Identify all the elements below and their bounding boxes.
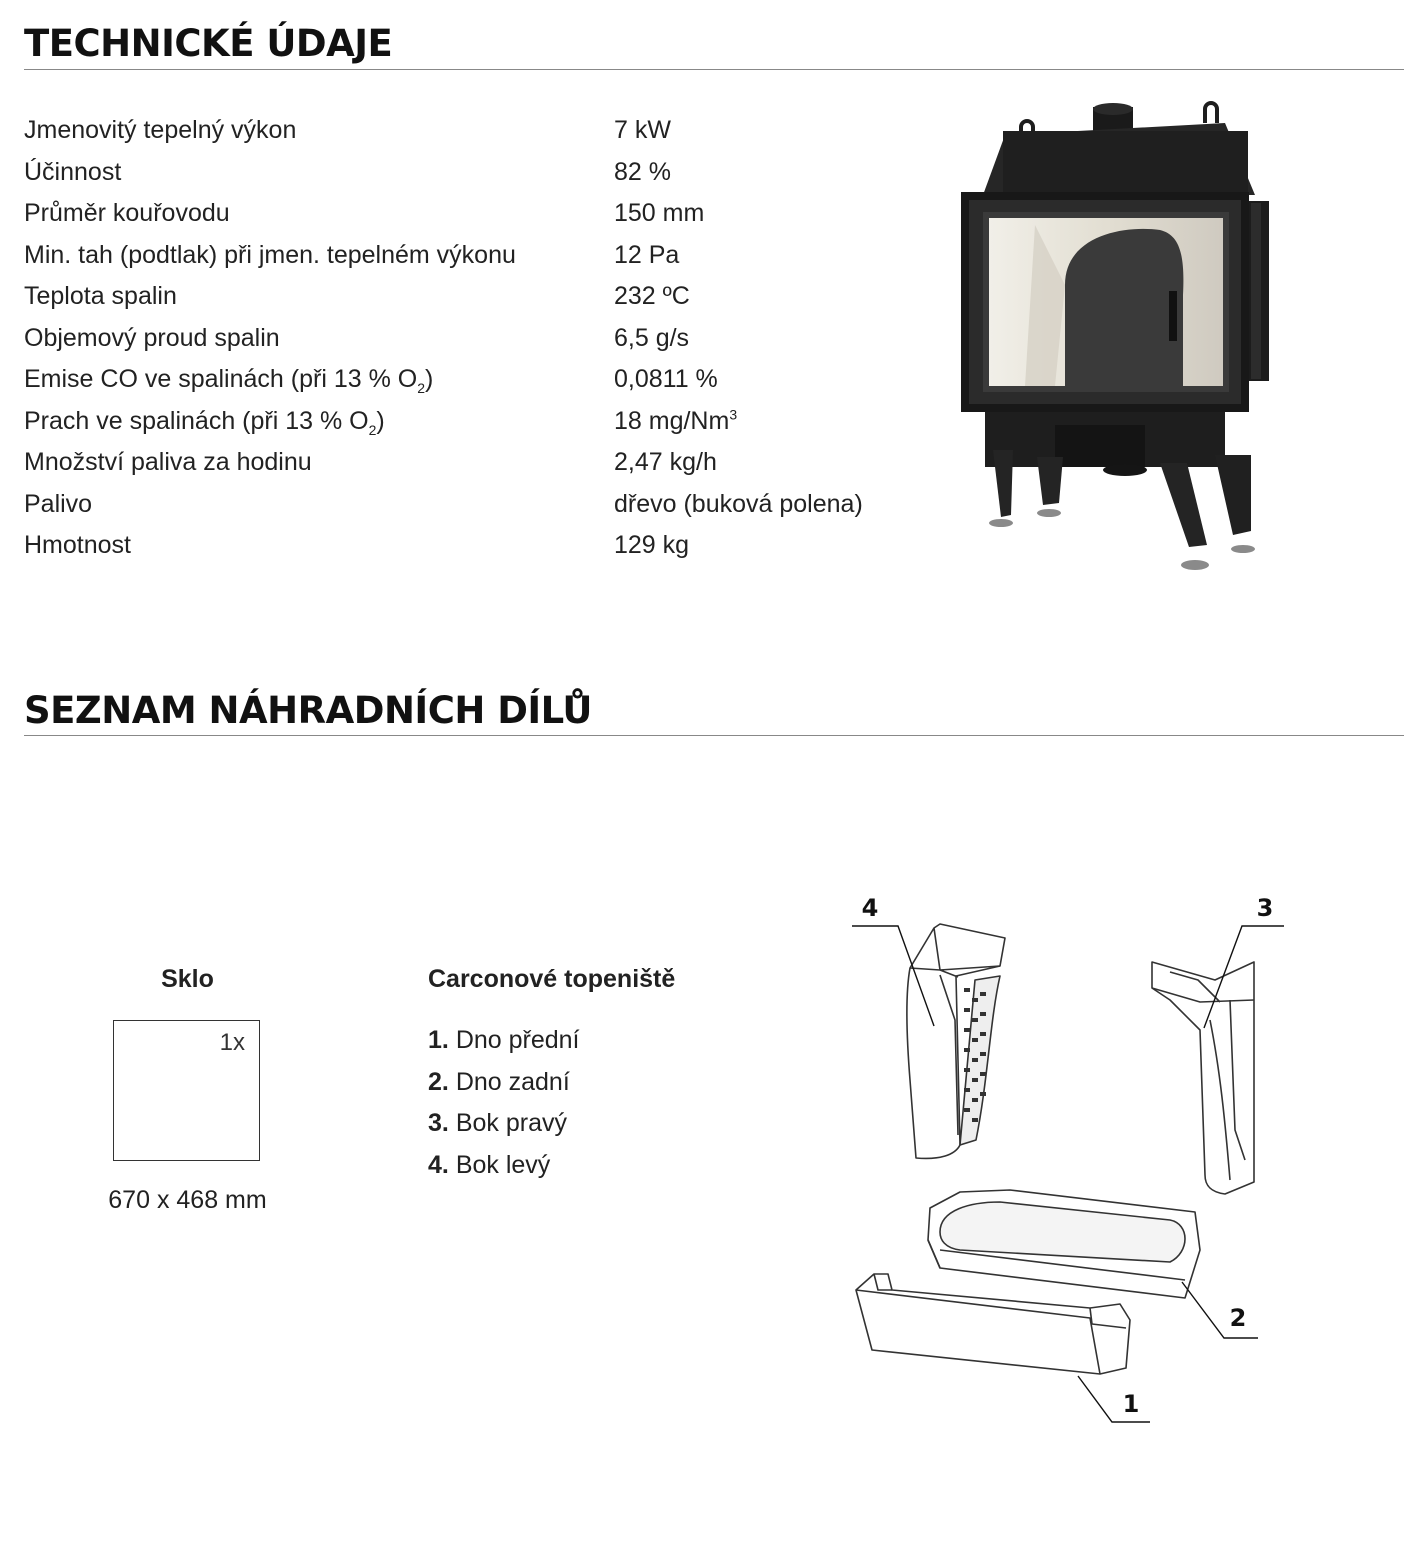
firebox-parts-list bbox=[428, 1020, 580, 1186]
technical-title-rule bbox=[24, 69, 1404, 70]
tech-value: 129 kg bbox=[614, 531, 690, 559]
tech-row bbox=[24, 484, 924, 526]
list-item bbox=[428, 1062, 580, 1104]
tech-value: 2,47 kg/h bbox=[614, 448, 717, 476]
tech-label: Hmotnost bbox=[24, 531, 131, 559]
firebox-title: Carconové topeniště bbox=[428, 965, 676, 993]
part-label: Bok levý bbox=[455, 1150, 551, 1179]
part-front-bottom-drawing bbox=[856, 1274, 1130, 1374]
tech-value: 82 % bbox=[614, 157, 671, 186]
tech-label: Min. tah (podtlak) při jmen. tepelném výkonu bbox=[24, 240, 516, 269]
tech-label-text: Prach ve spalinách (při 13 % O bbox=[24, 406, 369, 435]
spare-parts-title: SEZNAM NÁHRADNÍCH DÍLŮ bbox=[24, 689, 592, 732]
tech-row bbox=[24, 152, 924, 194]
tech-label-end: ) bbox=[425, 365, 434, 393]
tech-label-text: Emise CO ve spalinách (při 13 % O bbox=[24, 365, 418, 393]
part-left-side-drawing bbox=[907, 924, 1005, 1158]
tech-label bbox=[24, 359, 433, 401]
callout-label: 3 bbox=[1256, 894, 1274, 922]
tech-row bbox=[24, 442, 924, 484]
tech-row bbox=[24, 193, 924, 235]
tech-value: dřevo (buková polena) bbox=[614, 489, 863, 518]
tech-label: Palivo bbox=[24, 489, 93, 518]
spare-parts-title-rule bbox=[24, 735, 1404, 736]
part-number: 4. bbox=[428, 1150, 449, 1179]
tech-row bbox=[24, 235, 924, 277]
part-label: Dno zadní bbox=[455, 1067, 570, 1096]
tech-label-end: ) bbox=[376, 406, 385, 435]
tech-label-subscript: 2 bbox=[417, 380, 425, 396]
tech-row bbox=[24, 318, 924, 360]
tech-value: 7 kW bbox=[614, 116, 671, 144]
glass-title: Sklo bbox=[161, 965, 214, 993]
tech-value: 150 mm bbox=[614, 199, 705, 227]
technical-data-table bbox=[24, 110, 924, 567]
tech-label: Jmenovitý tepelný výkon bbox=[24, 116, 297, 144]
fireplace-insert-image bbox=[955, 95, 1275, 575]
callout-label: 2 bbox=[1229, 1304, 1247, 1332]
tech-row bbox=[24, 525, 924, 567]
tech-label: Množství paliva za hodinu bbox=[24, 448, 312, 476]
tech-label: Teplota spalin bbox=[24, 282, 177, 310]
tech-value-superscript: 3 bbox=[729, 406, 738, 423]
tech-value: 6,5 g/s bbox=[614, 323, 690, 352]
list-item bbox=[428, 1145, 580, 1187]
technical-data-title: TECHNICKÉ ÚDAJE bbox=[24, 22, 393, 65]
tech-value: 232 ºC bbox=[614, 282, 690, 310]
part-right-side-drawing bbox=[1152, 962, 1254, 1194]
list-item bbox=[428, 1103, 580, 1145]
part-label: Bok pravý bbox=[455, 1109, 567, 1137]
part-label: Dno přední bbox=[455, 1026, 580, 1054]
tech-value-text: 18 mg/Nm bbox=[614, 406, 730, 435]
tech-row bbox=[24, 276, 924, 318]
tech-value: 0,0811 % bbox=[614, 365, 718, 393]
firebox-parts-diagram bbox=[840, 880, 1300, 1440]
part-rear-bottom-drawing bbox=[928, 1190, 1200, 1298]
callout-label: 1 bbox=[1122, 1390, 1140, 1418]
tech-label: Účinnost bbox=[24, 157, 122, 186]
part-number: 1. bbox=[428, 1026, 449, 1054]
glass-pane-illustration bbox=[113, 1020, 260, 1161]
tech-row bbox=[24, 401, 924, 443]
glass-dimensions: 670 x 468 mm bbox=[108, 1186, 267, 1214]
tech-label bbox=[24, 401, 385, 443]
tech-label: Objemový proud spalin bbox=[24, 323, 280, 352]
tech-value bbox=[614, 401, 737, 443]
callout-label: 4 bbox=[861, 894, 879, 922]
tech-label: Průměr kouřovodu bbox=[24, 199, 230, 227]
tech-row bbox=[24, 110, 924, 152]
glass-quantity: 1x bbox=[219, 1029, 245, 1056]
tech-value: 12 Pa bbox=[614, 240, 680, 269]
list-item bbox=[428, 1020, 580, 1062]
part-number: 3. bbox=[428, 1109, 449, 1137]
tech-row bbox=[24, 359, 924, 401]
tech-label-subscript: 2 bbox=[368, 421, 377, 438]
part-number: 2. bbox=[428, 1067, 449, 1096]
